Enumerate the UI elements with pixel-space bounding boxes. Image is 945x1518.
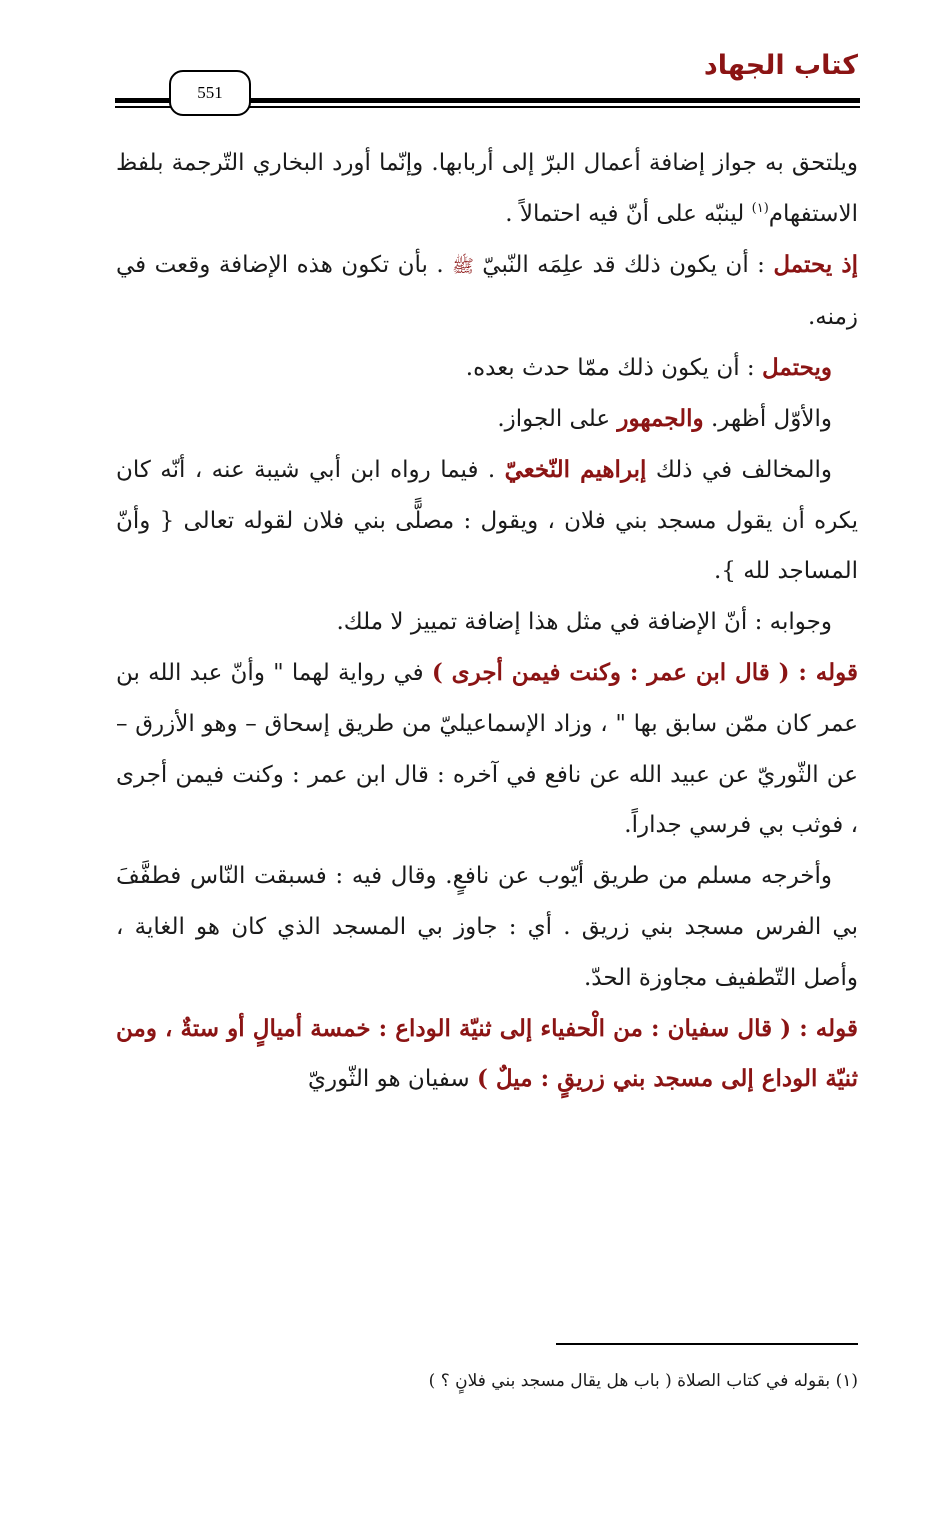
footnote-separator [556, 1343, 858, 1345]
footnote-reference[interactable]: (١) [751, 200, 769, 216]
page-number: 551 [197, 83, 223, 102]
paragraph-text: والأوّل أظهر. [703, 405, 832, 432]
paragraph-9 [116, 1004, 858, 1106]
paragraph-text: على الجواز. [497, 405, 618, 432]
paragraph-text: سفيان هو الثّوريّ [307, 1066, 477, 1093]
paragraph-text: وأخرجه مسلم من طريق أيّوب عن نافعٍ. وقال فيه : فسبقت النّاس فطفَّفَ بي الفرس مسجد بني زريق . أي : جاوز بي المسجد الذي كان هو الغاية ، وأصل التّطفيف مجاوزة الحدّ. [116, 863, 858, 991]
paragraph-3 [116, 343, 858, 394]
keyword-highlight: ويحتمل [761, 354, 832, 382]
footnote-marker: (١) [835, 1371, 858, 1391]
keyword-highlight: والجمهور [617, 404, 704, 432]
page-number-badge [169, 70, 251, 116]
paragraph-text: لينبّه على أنّ فيه احتمالاً . [505, 200, 752, 227]
paragraph-text: . بأن تكون هذه الإضافة وقعت في زمنه. [116, 251, 858, 331]
paragraph-8 [116, 851, 858, 1003]
paragraph-text: . فيما رواه ابن أبي شيبة عنه ، أنّه كان يكره أن يقول مسجد بني فلان ، ويقول : مصلًّى بني فلان لقوله تعالى { وأنّ المساجد لله }. [116, 456, 858, 585]
honorific-glyph: ﷺ [452, 255, 474, 277]
footnote-text: بقوله في كتاب الصلاة ( باب هل يقال مسجد بني فلانٍ ؟ ) [428, 1371, 836, 1391]
hadith-quote: قوله : ( قال ابن عمر : وكنت فيمن أجرى ) [431, 658, 858, 686]
paragraph-text: ويلتحق به جواز إضافة أعمال البرّ إلى أربابها. وإنّما أورد البخاري التّرجمة بلفظ الاستفهام [116, 150, 858, 227]
paragraph-1 [116, 138, 858, 240]
paragraph-7 [116, 648, 858, 851]
paragraph-6 [116, 597, 858, 648]
main-text [116, 138, 858, 1105]
paragraph-text: في رواية لهما " وأنّ عبد الله بن عمر كان ممّن سابق بها " ، وزاد الإسماعيليّ من طريق إسحاق – وهو الأزرق – عن الثّوريّ عن عبيد الله عن نافع في آخره : قال ابن عمر : وكنت فيمن أجرى ، فوثب بي فرسي جداراً. [116, 659, 858, 839]
paragraph-2 [116, 240, 858, 344]
paragraph-4 [116, 394, 858, 445]
hadith-quote: قوله : ( قال سفيان : من الْحفياء إلى ثنيّة الوداع : خمسة أميالٍ أو ستةٌ ، ومن ثنيّة الوداع إلى مسجد بني زريقٍ : ميلٌ ) [116, 1014, 858, 1093]
paragraph-text: : أن يكون ذلك ممّا حدث بعده. [465, 355, 762, 382]
keyword-highlight: إبراهيم النّخعيّ [504, 455, 647, 483]
paragraph-text: : أن يكون ذلك قد علِمَه النّبيّ [473, 251, 774, 278]
paragraph-text: والمخالف في ذلك [646, 456, 832, 483]
paragraph-5 [116, 445, 858, 597]
paragraph-text: وجوابه : أنّ الإضافة في مثل هذا إضافة تمييز لا ملك. [336, 609, 832, 636]
footnote-1 [116, 1366, 858, 1396]
chapter-title: كتاب الجهاد [703, 50, 858, 81]
keyword-highlight: إذ يحتمل [773, 250, 859, 278]
